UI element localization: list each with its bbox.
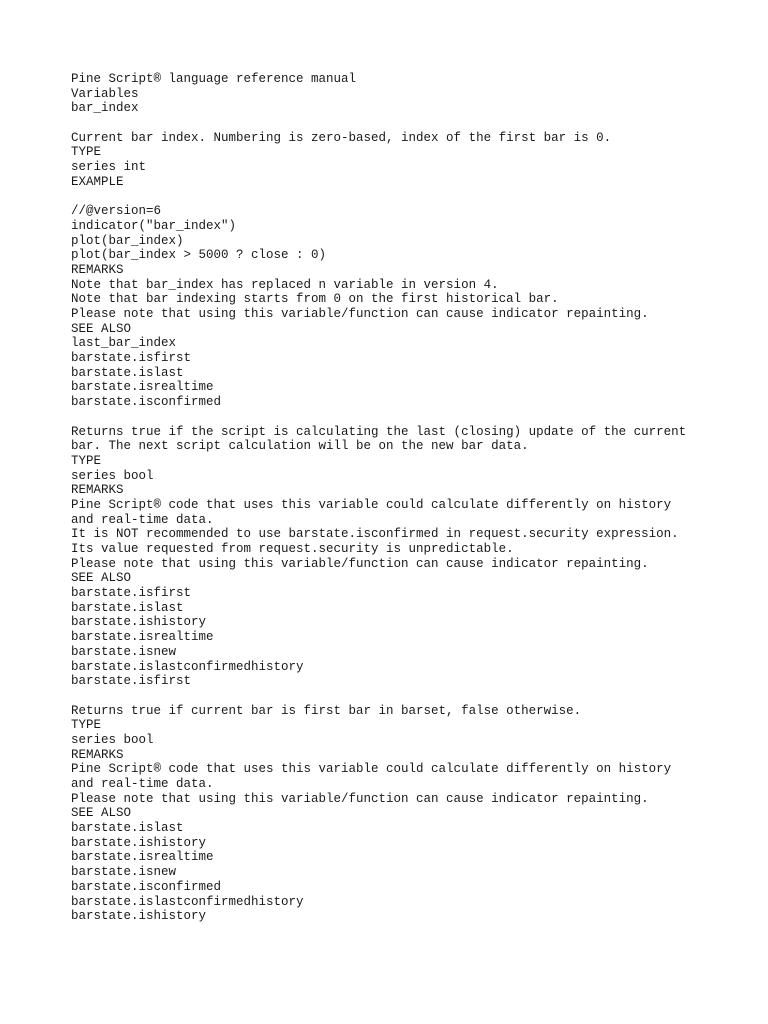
blank-line [71,116,731,131]
text-line: barstate.isnew [71,644,177,659]
text-line: Returns true if the script is calculating the last (closing) update of the current [71,424,687,439]
text-line: REMARKS [71,747,124,762]
text-line: barstate.isrealtime [71,850,214,865]
text-line: barstate.isrealtime [71,380,214,395]
text-line: barstate.isconfirmed [71,395,222,410]
text-line: //@version=6 [71,204,162,219]
text-line: plot(bar_index) [71,233,184,248]
text-line: REMARKS [71,483,124,498]
text-line: Returns true if current bar is first bar in barset, false otherwise. [71,703,582,718]
text-line: and real-time data. [71,512,214,527]
text-line: barstate.islast [71,821,184,836]
text-line: Pine Script® code that uses this variable could calculate differently on history [71,497,672,512]
text-line: and real-time data. [71,777,214,791]
text-line: Variables [71,86,139,101]
text-line: Please note that using this variable/function can cause indicator repainting. [71,556,649,571]
text-line: Pine Script® language reference manual [71,72,357,86]
text-line: indicator("bar_index") [71,218,237,233]
document-page [71,72,731,924]
text-line: barstate.ishistory [71,909,207,924]
text-line: series int [71,160,147,175]
text-line: Note that bar indexing starts from 0 on the first historical bar. [71,292,559,307]
text-line: barstate.islastconfirmedhistory [71,894,304,909]
blank-line [71,410,731,425]
text-line: barstate.islastconfirmedhistory [71,659,304,674]
text-line: barstate.islast [71,365,184,380]
text-line: series bool [71,732,154,747]
text-line: barstate.islast [71,600,184,615]
text-line: TYPE [71,145,102,160]
text-line: REMARKS [71,262,124,277]
text-line: Note that bar_index has replaced n variable in version 4. [71,277,499,292]
text-line: barstate.ishistory [71,835,207,850]
text-line: barstate.isfirst [71,351,192,366]
text-line: Pine Script® code that uses this variable could calculate differently on history [71,762,672,777]
text-line: last_bar_index [71,336,177,351]
text-line: barstate.isfirst [71,586,192,601]
blank-line [71,190,731,205]
text-line: SEE ALSO [71,321,132,336]
text-line: bar. The next script calculation will be on the new bar data. [71,439,529,454]
text-line: Its value requested from request.security is unpredictable. [71,542,514,556]
text-line: bar_index [71,101,139,116]
text-line: TYPE [71,718,102,733]
text-line: Current bar index. Numbering is zero-based, index of the first bar is 0. [71,130,612,145]
blank-line [71,689,731,704]
text-line: Please note that using this variable/function can cause indicator repainting. [71,307,649,321]
text-line: series bool [71,468,154,483]
text-line: barstate.isconfirmed [71,879,222,894]
text-line: SEE ALSO [71,571,132,586]
text-line: EXAMPLE [71,174,124,189]
text-line: plot(bar_index > 5000 ? close : 0) [71,248,327,263]
text-line: barstate.isfirst [71,674,192,689]
text-line: It is NOT recommended to use barstate.isconfirmed in request.security expression. [71,527,679,542]
text-line: barstate.isnew [71,865,177,880]
text-line: Please note that using this variable/function can cause indicator repainting. [71,791,649,806]
text-line: TYPE [71,453,102,468]
text-line: barstate.ishistory [71,615,207,630]
text-line: barstate.isrealtime [71,630,214,645]
text-line: SEE ALSO [71,806,132,821]
